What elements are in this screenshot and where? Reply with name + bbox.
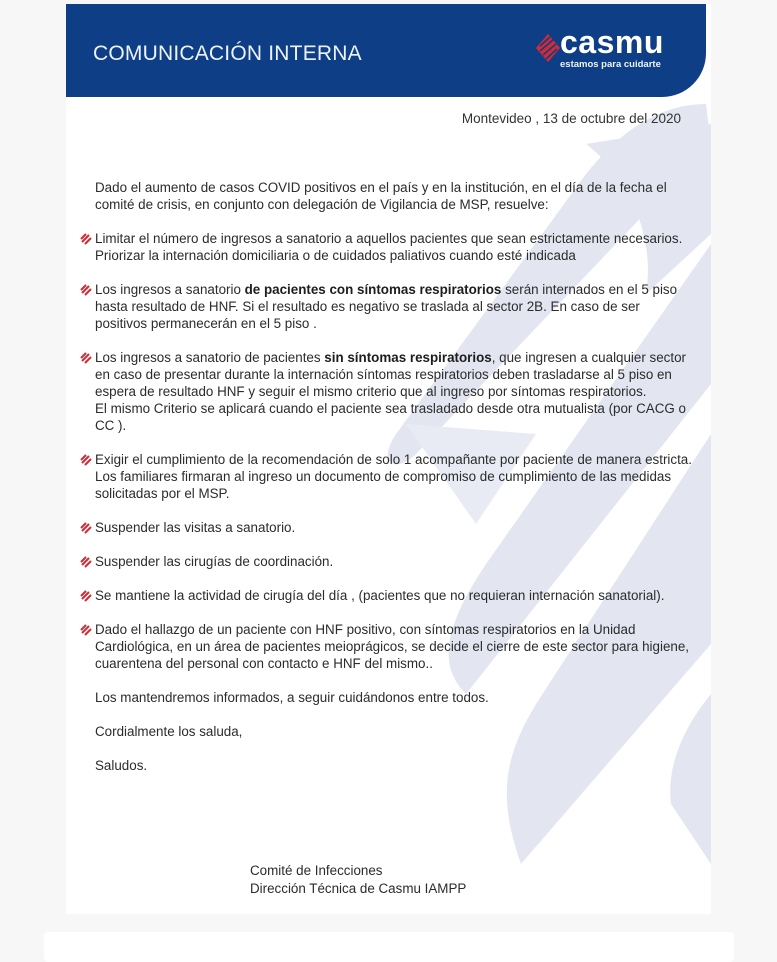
closing-line: Saludos. xyxy=(95,758,148,773)
casmu-bullet-icon xyxy=(80,232,93,245)
signature-line: Dirección Técnica de Casmu IAMPP xyxy=(250,881,467,896)
resolution-item xyxy=(95,451,695,502)
item-text-post: , que ingresen a cualquier sector en caso de presentar durante la internación síntomas respiratorios deben trasladarse al 5 piso en espera de resultado HNF y seguir el mismo criterio que al ingreso por síntomas respiratorios. xyxy=(95,350,687,399)
closing-line: Los mantendremos informados, a seguir cuidándonos entre todos. xyxy=(95,690,489,705)
signature-block xyxy=(250,862,466,898)
resolution-item xyxy=(95,230,695,264)
closing-line: Cordialmente los saluda, xyxy=(95,724,243,739)
item-text: Suspender las cirugías de coordinación. xyxy=(95,554,334,569)
casmu-bullet-icon xyxy=(80,283,93,296)
item-text xyxy=(95,349,695,400)
item-text-post: serán internados en el 5 piso hasta resultado de HNF. Si el resultado es negativo se traslada al sector 2B. En caso de ser positivos permanecerán en el 5 piso . xyxy=(95,282,678,331)
casmu-logo xyxy=(536,26,696,76)
item-text-bold: sin síntomas respiratorios xyxy=(324,350,492,365)
casmu-bullet-icon xyxy=(80,555,93,568)
logo-wordmark: casmu xyxy=(560,24,664,60)
casmu-bullet-icon xyxy=(80,351,93,364)
resolution-item xyxy=(95,281,695,332)
casmu-bullet-icon xyxy=(80,589,93,602)
item-text: Limitar el número de ingresos a sanatorio a aquellos pacientes que sean estrictamente necesarios. Priorizar la internación domiciliaria o de cuidados paliativos cuando esté indicada xyxy=(95,231,683,263)
item-text: Dado el hallazgo de un paciente con HNF positivo, con síntomas respiratorios en la Unidad Cardiológica, en un área de pacientes meioprágicos, se decide el cierre de este sector para higiene, cuarentena del personal con contacto e HNF del mismo.. xyxy=(95,622,690,671)
casmu-bullet-icon xyxy=(80,623,93,636)
header-banner xyxy=(66,4,706,97)
item-text-pre: Los ingresos a sanatorio xyxy=(95,282,245,297)
item-extra-text: El mismo Criterio se aplicará cuando el paciente sea trasladado desde otra mutualista (por CACG o CC ). xyxy=(95,401,686,433)
memo-body xyxy=(95,179,695,791)
casmu-bullet-icon xyxy=(80,453,93,466)
resolution-item xyxy=(95,349,695,434)
memo-title: COMUNICACIÓN INTERNA xyxy=(93,42,362,65)
resolution-item xyxy=(95,519,695,536)
casmu-bullet-icon xyxy=(80,521,93,534)
item-text xyxy=(95,281,695,332)
signature-line: Comité de Infecciones xyxy=(250,863,383,878)
date-line: Montevideo , 13 de octubre del 2020 xyxy=(461,111,681,126)
closing-block xyxy=(95,689,695,774)
item-text: Se mantiene la actividad de cirugía del día , (pacientes que no requieran internación sanatorial). xyxy=(95,588,665,603)
resolution-item xyxy=(95,553,695,570)
logo-tagline: estamos para cuidarte xyxy=(560,59,661,70)
item-text: Exigir el cumplimiento de la recomendación de solo 1 acompañante por paciente de manera estricta. Los familiares firmaran al ingreso un documento de compromiso de cumplimiento de las medidas solicitadas por el MSP. xyxy=(95,452,692,501)
resolution-item xyxy=(95,587,695,604)
item-text-pre: Los ingresos a sanatorio de pacientes xyxy=(95,350,325,365)
resolution-item xyxy=(95,621,695,672)
intro-paragraph: Dado el aumento de casos COVID positivos en el país y en la institución, en el día de la fecha el comité de crisis, en conjunto con delegación de Vigilancia de MSP, resuelve: xyxy=(95,180,667,212)
next-card xyxy=(44,932,734,962)
memo-document xyxy=(66,4,711,914)
item-text: Suspender las visitas a sanatorio. xyxy=(95,520,296,535)
item-text-bold: de pacientes con síntomas respiratorios xyxy=(244,282,502,297)
casmu-logo-mark-icon xyxy=(536,34,560,62)
